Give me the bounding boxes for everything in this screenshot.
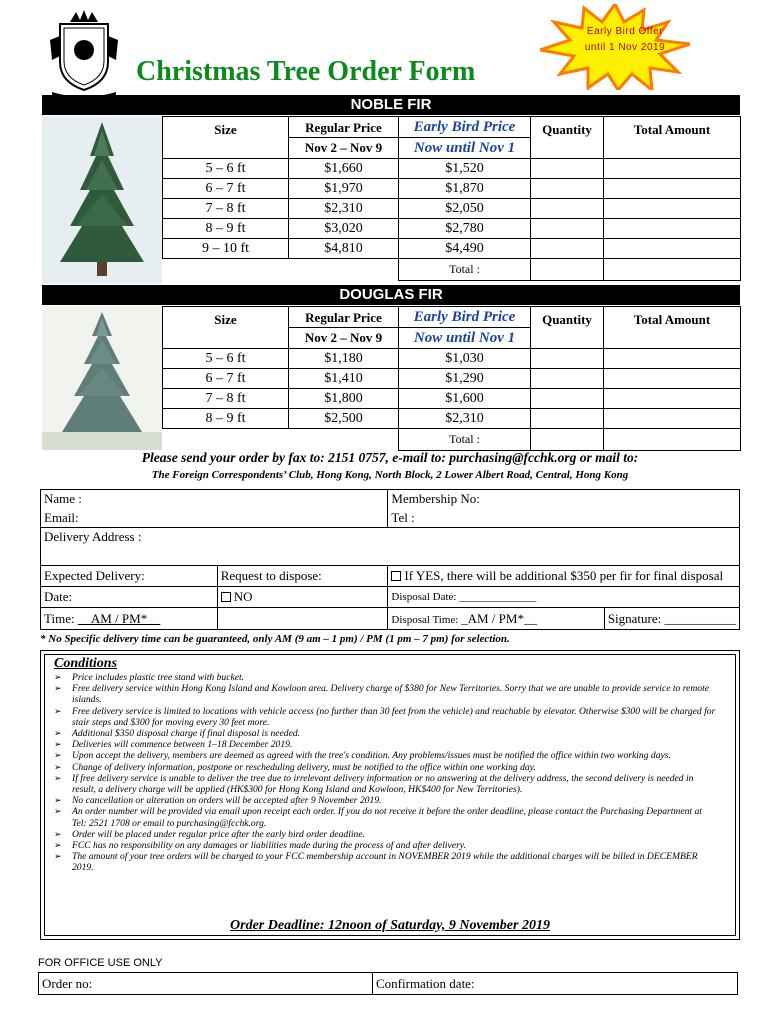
table-row xyxy=(163,219,741,239)
list-item: ➢ Free delivery service within Hong Kong Island and Kowloon area. Delivery charge of $380 for New Territories. Sorry that we are unable to provide service to remote islands. xyxy=(54,683,718,705)
noble-total-header: Total Amount xyxy=(604,117,741,159)
douglas-row-quantity-field[interactable] xyxy=(531,389,604,409)
noble-row-size: 6 – 7 ft xyxy=(163,179,289,199)
noble-early-dates: Now until Nov 1 xyxy=(413,140,516,156)
noble-early-header xyxy=(399,117,531,159)
douglas-row-regular: $1,410 xyxy=(289,369,399,389)
conditions-title: Conditions xyxy=(54,656,118,671)
yes-checkbox[interactable] xyxy=(391,571,401,581)
order-no-field[interactable]: Order no: xyxy=(39,973,373,995)
delivery-address-line-2[interactable] xyxy=(41,547,740,566)
douglas-early-label: Early Bird Price xyxy=(399,307,530,328)
order-deadline: Order Deadline: 12noon of Saturday, 9 November 2019 xyxy=(230,918,550,933)
douglas-row-regular: $2,500 xyxy=(289,409,399,429)
club-name: The Foreign Correspondents’ Club, Hong Kong, xyxy=(151,469,372,481)
list-item: ➢ Free delivery service is limited to locations with vehicle access (no further than 30 feet from the vehicle) and reachable by elevator. Otherwise $300 will be charged for stair steps and $300 for moving every 30 feet more. xyxy=(54,706,718,728)
douglas-row-size: 8 – 9 ft xyxy=(163,409,289,429)
offer-line-2: until 1 Nov 2019 xyxy=(584,42,666,53)
table-row xyxy=(163,239,741,259)
list-item: ➢ Change of delivery information, postpone or rescheduling delivery, must be notified to the office within one working day. xyxy=(54,762,718,773)
douglas-row-quantity-field[interactable] xyxy=(531,409,604,429)
dispose-yes-option[interactable] xyxy=(388,566,740,587)
list-item: ➢ Additional $350 disposal charge if final disposal is needed. xyxy=(54,728,718,739)
conditions-list xyxy=(54,672,718,874)
douglas-total-quantity-field[interactable] xyxy=(531,429,604,451)
table-row xyxy=(163,349,741,369)
noble-row-size: 8 – 9 ft xyxy=(163,219,289,239)
noble-row-early: $2,780 xyxy=(399,219,531,239)
expected-delivery-label: Expected Delivery: xyxy=(41,566,218,587)
disposal-date-field[interactable]: Disposal Date: ______________ xyxy=(388,587,740,608)
list-item: ➢ Price includes plastic tree stand with bucket. xyxy=(54,672,718,683)
noble-regular-label: Regular Price xyxy=(289,117,398,138)
disposal-time-field[interactable] xyxy=(388,608,604,630)
noble-row-regular: $2,310 xyxy=(289,199,399,219)
noble-row-early: $1,870 xyxy=(399,179,531,199)
noble-quantity-header: Quantity xyxy=(531,117,604,159)
douglas-early-header xyxy=(399,307,531,349)
table-row xyxy=(163,179,741,199)
time-label: Time: xyxy=(44,610,75,626)
douglas-row-early: $1,290 xyxy=(399,369,531,389)
douglas-early-dates: Now until Nov 1 xyxy=(413,330,516,346)
disposal-time-label: Disposal Time: xyxy=(391,613,459,626)
signature-field[interactable]: Signature: ___________ xyxy=(604,608,739,630)
dispose-yes-text: If YES, there will be additional $350 per fir for final disposal xyxy=(404,568,724,583)
douglas-row-early: $1,030 xyxy=(399,349,531,369)
table-row xyxy=(163,199,741,219)
confirmation-date-field[interactable]: Confirmation date: xyxy=(373,973,738,995)
noble-row-amount-field[interactable] xyxy=(604,199,741,219)
douglas-row-amount-field[interactable] xyxy=(604,389,741,409)
noble-regular-dates: Nov 2 – Nov 9 xyxy=(304,140,383,155)
list-item: ➢ FCC has no responsibility on any damages or liabilities made during the process of and after delivery. xyxy=(54,840,718,851)
page-title: Christmas Tree Order Form xyxy=(136,56,476,87)
douglas-total-label: Total : xyxy=(399,429,531,451)
email-field[interactable]: Email: xyxy=(41,509,388,528)
club-address xyxy=(40,469,740,481)
douglas-row-quantity-field[interactable] xyxy=(531,369,604,389)
list-item: ➢ Order will be placed under regular price after the early bird order deadline. xyxy=(54,829,718,840)
douglas-regular-header xyxy=(289,307,399,349)
noble-row-regular: $1,970 xyxy=(289,179,399,199)
list-item: ➢ Upon accept the delivery, members are deemed as agreed with the tree's condition. Any problems/issues must be notified the office within two working days. xyxy=(54,750,718,761)
douglas-total-amount-field[interactable] xyxy=(604,429,741,451)
delivery-time-note: * No Specific delivery time can be guaranteed, only AM (9 am – 1 pm) / PM (1 pm – 7 pm) for selection. xyxy=(40,633,510,645)
noble-total-amount-field[interactable] xyxy=(604,259,741,281)
douglas-row-amount-field[interactable] xyxy=(604,369,741,389)
name-field[interactable]: Name : xyxy=(41,490,388,509)
douglas-regular-label: Regular Price xyxy=(289,307,398,328)
douglas-row-regular: $1,180 xyxy=(289,349,399,369)
douglas-row-quantity-field[interactable] xyxy=(531,349,604,369)
douglas-row-early: $2,310 xyxy=(399,409,531,429)
date-field[interactable]: Date: xyxy=(41,587,218,608)
club-crest-logo xyxy=(46,10,122,98)
noble-row-early: $1,520 xyxy=(399,159,531,179)
noble-row-quantity-field[interactable] xyxy=(531,199,604,219)
noble-row-regular: $1,660 xyxy=(289,159,399,179)
noble-row-early: $2,050 xyxy=(399,199,531,219)
noble-size-header: Size xyxy=(163,117,289,159)
noble-fir-photo xyxy=(42,116,162,284)
list-item: ➢ Deliveries will commence between 1–18 December 2019. xyxy=(54,739,718,750)
douglas-row-amount-field[interactable] xyxy=(604,349,741,369)
membership-field[interactable]: Membership No: xyxy=(388,490,740,509)
douglas-quantity-header: Quantity xyxy=(531,307,604,349)
noble-row-amount-field[interactable] xyxy=(604,159,741,179)
douglas-fir-photo xyxy=(42,306,162,450)
noble-row-quantity-field[interactable] xyxy=(531,219,604,239)
douglas-row-size: 7 – 8 ft xyxy=(163,389,289,409)
tel-field[interactable]: Tel : xyxy=(388,509,740,528)
list-item: ➢ If free delivery service is unable to deliver the tree due to irrelevant delivery information or no answering at the delivery address, the second delivery is needed in result, a delivery charge will be applied (HK$300 for Hong Kong Island and Kowloon, HK$400 for New Territories). xyxy=(54,773,718,795)
noble-row-early: $4,490 xyxy=(399,239,531,259)
customer-details-form xyxy=(40,489,740,630)
douglas-row-size: 6 – 7 ft xyxy=(163,369,289,389)
time-value: __AM / PM*__ xyxy=(77,610,161,626)
office-use-table xyxy=(38,972,738,995)
douglas-row-regular: $1,800 xyxy=(289,389,399,409)
douglas-row-early: $1,600 xyxy=(399,389,531,409)
delivery-address-field[interactable]: Delivery Address : xyxy=(41,528,740,547)
noble-fir-table xyxy=(162,116,741,281)
table-row xyxy=(163,389,741,409)
noble-row-quantity-field[interactable] xyxy=(531,159,604,179)
no-checkbox[interactable] xyxy=(221,592,231,602)
time-field[interactable] xyxy=(41,608,218,630)
noble-row-size: 9 – 10 ft xyxy=(163,239,289,259)
noble-row-size: 7 – 8 ft xyxy=(163,199,289,219)
dispose-no-text: NO xyxy=(233,589,253,604)
list-item: ➢ No cancellation or alteration on orders will be accepted after 9 November 2019. xyxy=(54,795,718,806)
table-row xyxy=(163,369,741,389)
douglas-row-size: 5 – 6 ft xyxy=(163,349,289,369)
noble-total-quantity-field[interactable] xyxy=(531,259,604,281)
noble-row-regular: $4,810 xyxy=(289,239,399,259)
dispose-no-option[interactable] xyxy=(217,587,388,608)
noble-row-amount-field[interactable] xyxy=(604,239,741,259)
noble-regular-header xyxy=(289,117,399,159)
request-dispose-label: Request to dispose: xyxy=(217,566,388,587)
douglas-fir-table xyxy=(162,306,741,451)
noble-row-amount-field[interactable] xyxy=(604,219,741,239)
douglas-total-header: Total Amount xyxy=(604,307,741,349)
list-item: ➢ An order number will be provided via email upon receipt each order. If you do not receive it before the order deadline, please contact the Purchasing Department at Tel: 2521 1708 or email to purchasing@fcchk.org. xyxy=(54,806,718,828)
douglas-regular-dates: Nov 2 – Nov 9 xyxy=(304,330,383,345)
club-street: North Block, 2 Lower Albert Road, Central, Hong Kong xyxy=(374,469,629,481)
table-row xyxy=(163,159,741,179)
noble-row-quantity-field[interactable] xyxy=(531,239,604,259)
noble-fir-band: NOBLE FIR xyxy=(42,95,740,115)
douglas-fir-band: DOUGLAS FIR xyxy=(42,285,740,305)
douglas-row-amount-field[interactable] xyxy=(604,409,741,429)
send-order-instructions: Please send your order by fax to: 2151 0757, e-mail to: purchasing@fcchk.org or mail to: xyxy=(141,450,639,465)
noble-row-amount-field[interactable] xyxy=(604,179,741,199)
list-item: ➢ The amount of your tree orders will be charged to your FCC membership account in NOVEMBER 2019 while the additional charges will be billed in DECEMBER 2019. xyxy=(54,851,718,873)
noble-row-size: 5 – 6 ft xyxy=(163,159,289,179)
noble-total-label: Total : xyxy=(399,259,531,281)
offer-line-1: Early Bird Offer xyxy=(586,26,664,37)
office-use-label: FOR OFFICE USE ONLY xyxy=(38,957,163,969)
noble-row-quantity-field[interactable] xyxy=(531,179,604,199)
douglas-size-header: Size xyxy=(163,307,289,349)
table-row xyxy=(163,409,741,429)
disposal-time-value: _AM / PM*__ xyxy=(461,610,537,626)
noble-row-regular: $3,020 xyxy=(289,219,399,239)
noble-early-label: Early Bird Price xyxy=(399,117,530,138)
